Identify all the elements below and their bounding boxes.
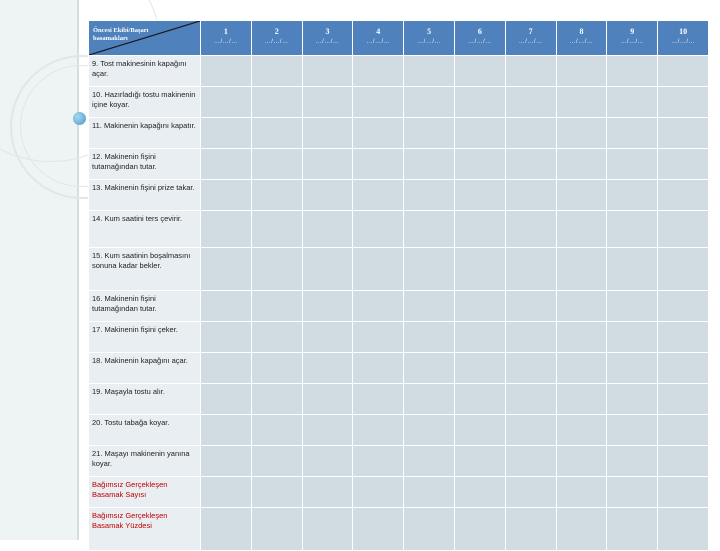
table-row <box>89 508 708 550</box>
entry-cell[interactable] <box>455 56 505 86</box>
entry-cell[interactable] <box>658 415 708 445</box>
table-row <box>89 248 708 290</box>
entry-cell[interactable] <box>557 384 607 414</box>
entry-cell[interactable] <box>658 322 708 352</box>
entry-cell[interactable] <box>404 477 454 507</box>
header-col-2 <box>252 21 302 55</box>
entry-cell[interactable] <box>506 248 556 290</box>
entry-cell[interactable] <box>506 118 556 148</box>
entry-cell[interactable] <box>658 118 708 148</box>
entry-cell[interactable] <box>303 248 353 290</box>
row-label: 14. Kum saatini ters çevirir. <box>89 211 200 247</box>
entry-cell[interactable] <box>607 291 657 321</box>
entry-cell[interactable] <box>607 353 657 383</box>
entry-cell[interactable] <box>353 322 403 352</box>
row-label: 11. Makinenin kapağını kapatır. <box>89 118 200 148</box>
entry-cell[interactable] <box>506 291 556 321</box>
table-row <box>89 118 708 148</box>
header-col-date: …/…/… <box>620 39 645 45</box>
entry-cell[interactable] <box>303 149 353 179</box>
entry-cell[interactable] <box>557 291 607 321</box>
header-col-7 <box>506 21 556 55</box>
entry-cell[interactable] <box>201 384 251 414</box>
entry-cell[interactable] <box>201 353 251 383</box>
entry-cell[interactable] <box>506 353 556 383</box>
strip-edge <box>77 0 79 540</box>
entry-cell[interactable] <box>658 248 708 290</box>
entry-cell[interactable] <box>404 248 454 290</box>
entry-cell[interactable] <box>557 415 607 445</box>
decorative-dot <box>73 112 86 125</box>
row-label: 21. Maşayı makinenin yanına koyar. <box>89 446 200 476</box>
entry-cell[interactable] <box>658 149 708 179</box>
table-row <box>89 446 708 476</box>
header-col-date: …/…/… <box>671 39 695 45</box>
row-label: 16. Makinenin fişini tutamağından tutar. <box>89 291 200 321</box>
entry-cell[interactable] <box>455 149 505 179</box>
header-col-date: …/…/… <box>315 39 340 45</box>
entry-cell[interactable] <box>658 508 708 550</box>
header-col-number: 8 <box>579 27 584 36</box>
entry-cell[interactable] <box>455 118 505 148</box>
header-col-number: 5 <box>427 27 432 36</box>
table-row <box>89 477 708 507</box>
header-col-number: 3 <box>325 27 330 36</box>
table-row <box>89 87 708 117</box>
entry-cell[interactable] <box>252 322 302 352</box>
entry-cell[interactable] <box>201 211 251 247</box>
table-row <box>89 291 708 321</box>
entry-cell[interactable] <box>252 248 302 290</box>
corner-label-line2: basamakları <box>93 35 128 42</box>
header-col-date: …/…/… <box>366 39 391 45</box>
entry-cell[interactable] <box>201 446 251 476</box>
entry-cell[interactable] <box>404 56 454 86</box>
entry-cell[interactable] <box>252 477 302 507</box>
entry-cell[interactable] <box>303 415 353 445</box>
entry-cell[interactable] <box>252 384 302 414</box>
entry-cell[interactable] <box>404 118 454 148</box>
entry-cell[interactable] <box>303 384 353 414</box>
entry-cell[interactable] <box>607 180 657 210</box>
entry-cell[interactable] <box>557 477 607 507</box>
entry-cell[interactable] <box>303 291 353 321</box>
entry-cell[interactable] <box>404 415 454 445</box>
entry-cell[interactable] <box>658 180 708 210</box>
entry-cell[interactable] <box>353 56 403 86</box>
entry-cell[interactable] <box>404 149 454 179</box>
entry-cell[interactable] <box>506 384 556 414</box>
entry-cell[interactable] <box>303 211 353 247</box>
entry-cell[interactable] <box>303 446 353 476</box>
header-col-1 <box>201 21 251 55</box>
entry-cell[interactable] <box>404 508 454 550</box>
entry-cell[interactable] <box>252 291 302 321</box>
entry-cell[interactable] <box>607 508 657 550</box>
entry-cell[interactable] <box>404 291 454 321</box>
entry-cell[interactable] <box>201 149 251 179</box>
entry-cell[interactable] <box>506 477 556 507</box>
entry-cell[interactable] <box>607 384 657 414</box>
header-col-9 <box>607 21 657 55</box>
header-col-10 <box>658 21 708 55</box>
entry-cell[interactable] <box>353 118 403 148</box>
entry-cell[interactable] <box>404 322 454 352</box>
entry-cell[interactable] <box>303 87 353 117</box>
row-label: Bağımsız Gerçekleşen Basamak Yüzdesi <box>89 508 200 550</box>
row-label: 15. Kum saatinin boşalmasını sonuna kadar bekler. <box>89 248 200 290</box>
table-row <box>89 180 708 210</box>
entry-cell[interactable] <box>455 180 505 210</box>
entry-cell[interactable] <box>455 291 505 321</box>
entry-cell[interactable] <box>658 446 708 476</box>
entry-cell[interactable] <box>506 415 556 445</box>
row-label: 13. Makinenin fişini prize takar. <box>89 180 200 210</box>
entry-cell[interactable] <box>557 353 607 383</box>
entry-cell[interactable] <box>557 87 607 117</box>
corner-header-cell <box>89 21 200 55</box>
row-label: 17. Makinenin fişini çeker. <box>89 322 200 352</box>
header-col-number: 6 <box>477 27 482 36</box>
row-label: 12. Makinenin fişini tutamağından tutar. <box>89 149 200 179</box>
entry-cell[interactable] <box>252 118 302 148</box>
entry-cell[interactable] <box>404 384 454 414</box>
entry-cell[interactable] <box>455 322 505 352</box>
entry-cell[interactable] <box>506 508 556 550</box>
header-col-date: …/…/… <box>518 39 543 45</box>
entry-cell[interactable] <box>506 211 556 247</box>
entry-cell[interactable] <box>404 446 454 476</box>
entry-cell[interactable] <box>353 477 403 507</box>
entry-cell[interactable] <box>506 56 556 86</box>
entry-cell[interactable] <box>201 118 251 148</box>
row-label: 18. Makinenin kapağını açar. <box>89 353 200 383</box>
entry-cell[interactable] <box>201 291 251 321</box>
entry-cell[interactable] <box>303 477 353 507</box>
entry-cell[interactable] <box>557 180 607 210</box>
entry-cell[interactable] <box>303 180 353 210</box>
entry-cell[interactable] <box>353 415 403 445</box>
entry-cell[interactable] <box>506 446 556 476</box>
entry-cell[interactable] <box>607 322 657 352</box>
observation-table <box>88 20 709 551</box>
entry-cell[interactable] <box>201 180 251 210</box>
entry-cell[interactable] <box>557 149 607 179</box>
entry-cell[interactable] <box>303 118 353 148</box>
entry-cell[interactable] <box>506 322 556 352</box>
corner-label <box>93 27 173 43</box>
entry-cell[interactable] <box>353 384 403 414</box>
entry-cell[interactable] <box>455 384 505 414</box>
entry-cell[interactable] <box>455 446 505 476</box>
header-col-8 <box>557 21 607 55</box>
entry-cell[interactable] <box>557 118 607 148</box>
table-row <box>89 322 708 352</box>
entry-cell[interactable] <box>607 87 657 117</box>
entry-cell[interactable] <box>557 56 607 86</box>
entry-cell[interactable] <box>607 446 657 476</box>
entry-cell[interactable] <box>455 415 505 445</box>
entry-cell[interactable] <box>455 508 505 550</box>
entry-cell[interactable] <box>404 353 454 383</box>
entry-cell[interactable] <box>455 87 505 117</box>
entry-cell[interactable] <box>252 211 302 247</box>
entry-cell[interactable] <box>658 384 708 414</box>
header-col-number: 4 <box>376 27 381 36</box>
header-col-6 <box>455 21 505 55</box>
header-col-date: …/…/… <box>417 39 441 45</box>
entry-cell[interactable] <box>455 211 505 247</box>
entry-cell[interactable] <box>303 322 353 352</box>
entry-cell[interactable] <box>201 56 251 86</box>
entry-cell[interactable] <box>658 353 708 383</box>
entry-cell[interactable] <box>303 56 353 86</box>
entry-cell[interactable] <box>658 211 708 247</box>
row-label: 10. Hazırladığı tostu makinenin içine koyar. <box>89 87 200 117</box>
entry-cell[interactable] <box>353 87 403 117</box>
entry-cell[interactable] <box>404 211 454 247</box>
entry-cell[interactable] <box>252 508 302 550</box>
left-decorative-strip <box>0 0 79 540</box>
entry-cell[interactable] <box>607 477 657 507</box>
header-col-number: 9 <box>630 27 635 36</box>
entry-cell[interactable] <box>658 291 708 321</box>
header-col-number: 7 <box>528 27 533 36</box>
table-row <box>89 56 708 86</box>
entry-cell[interactable] <box>252 415 302 445</box>
entry-cell[interactable] <box>303 353 353 383</box>
header-col-3 <box>303 21 353 55</box>
header-col-date: …/…/… <box>569 39 594 45</box>
entry-cell[interactable] <box>658 56 708 86</box>
entry-cell[interactable] <box>607 248 657 290</box>
table-row <box>89 384 708 414</box>
entry-cell[interactable] <box>607 415 657 445</box>
header-col-number: 10 <box>679 27 688 36</box>
entry-cell[interactable] <box>607 211 657 247</box>
corner-label-line1: Öncesi Ekibi/Başarı <box>93 27 149 34</box>
entry-cell[interactable] <box>353 180 403 210</box>
entry-cell[interactable] <box>353 291 403 321</box>
row-label: 9. Tost makinesinin kapağını açar. <box>89 56 200 86</box>
entry-cell[interactable] <box>353 211 403 247</box>
entry-cell[interactable] <box>455 477 505 507</box>
entry-cell[interactable] <box>506 149 556 179</box>
header-row <box>89 21 708 55</box>
entry-cell[interactable] <box>353 508 403 550</box>
entry-cell[interactable] <box>252 446 302 476</box>
entry-cell[interactable] <box>455 353 505 383</box>
table-row <box>89 211 708 247</box>
table-row <box>89 149 708 179</box>
entry-cell[interactable] <box>353 353 403 383</box>
entry-cell[interactable] <box>506 180 556 210</box>
entry-cell[interactable] <box>557 322 607 352</box>
entry-cell[interactable] <box>353 248 403 290</box>
entry-cell[interactable] <box>201 508 251 550</box>
entry-cell[interactable] <box>404 87 454 117</box>
table-row <box>89 415 708 445</box>
entry-cell[interactable] <box>252 56 302 86</box>
entry-cell[interactable] <box>506 87 556 117</box>
entry-cell[interactable] <box>658 477 708 507</box>
entry-cell[interactable] <box>201 415 251 445</box>
entry-cell[interactable] <box>455 248 505 290</box>
row-label: 20. Tostu tabağa koyar. <box>89 415 200 445</box>
entry-cell[interactable] <box>404 180 454 210</box>
entry-cell[interactable] <box>658 87 708 117</box>
entry-cell[interactable] <box>201 322 251 352</box>
entry-cell[interactable] <box>201 477 251 507</box>
header-col-number: 1 <box>223 27 228 36</box>
entry-cell[interactable] <box>303 508 353 550</box>
entry-cell[interactable] <box>607 118 657 148</box>
entry-cell[interactable] <box>557 508 607 550</box>
table-row <box>89 353 708 383</box>
entry-cell[interactable] <box>607 149 657 179</box>
entry-cell[interactable] <box>353 446 403 476</box>
entry-cell[interactable] <box>252 353 302 383</box>
entry-cell[interactable] <box>252 87 302 117</box>
entry-cell[interactable] <box>201 248 251 290</box>
entry-cell[interactable] <box>557 248 607 290</box>
row-label: Bağımsız Gerçekleşen Basamak Sayısı <box>89 477 200 507</box>
entry-cell[interactable] <box>201 87 251 117</box>
entry-cell[interactable] <box>557 211 607 247</box>
header-col-4 <box>353 21 403 55</box>
entry-cell[interactable] <box>557 446 607 476</box>
entry-cell[interactable] <box>252 149 302 179</box>
entry-cell[interactable] <box>353 149 403 179</box>
header-col-number: 2 <box>274 27 279 36</box>
row-label: 19. Maşayla tostu alır. <box>89 384 200 414</box>
entry-cell[interactable] <box>252 180 302 210</box>
header-col-date: …/…/… <box>213 39 238 45</box>
header-col-date: …/…/… <box>467 39 492 45</box>
header-col-date: …/…/… <box>264 39 289 45</box>
entry-cell[interactable] <box>607 56 657 86</box>
header-col-5 <box>404 21 454 55</box>
